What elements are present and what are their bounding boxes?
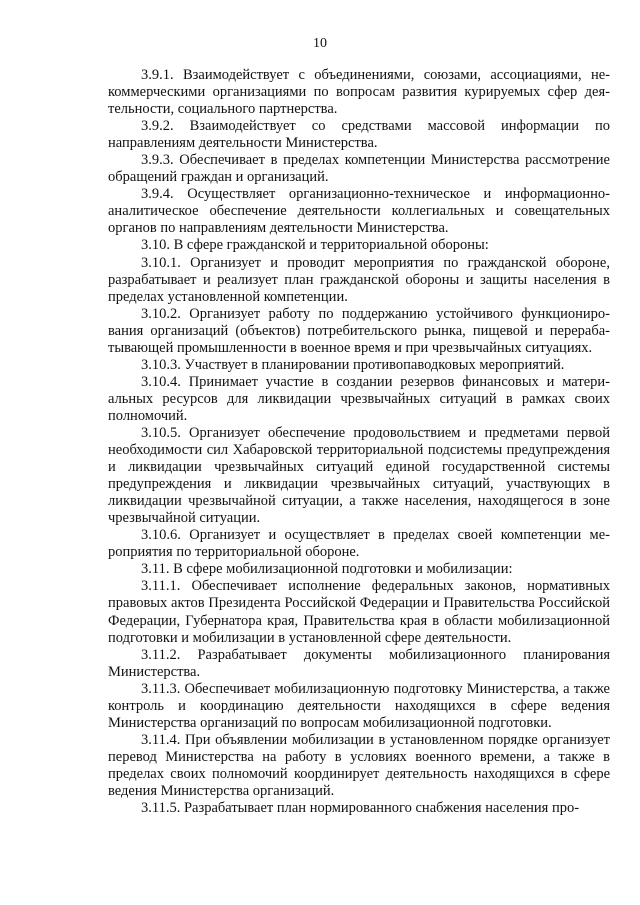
paragraph-3-10-2: 3.10.2. Организует работу по поддержанию устойчивого функционирования организаций (объектов) потребительского рынка, пищевой и перерабатывающей промышленности в военное время и при чрезвычайных ситуациях. xyxy=(108,305,610,356)
paragraph-3-11-2: 3.11.2. Разрабатывает документы мобилизационного планирования Министерства. xyxy=(108,646,610,680)
paragraph-3-10-3: 3.10.3. Участвует в планировании противопаводковых мероприятий. xyxy=(141,356,565,373)
paragraph-3-9-2: 3.9.2. Взаимодействует со средствами массовой информации по направлениям деятельности Министерства. xyxy=(108,118,610,152)
paragraph-3-9-1: 3.9.1. Взаимодействует с объединениями, союзами, ассоциациями, некоммерческими организациями по вопросам развития курируемых сфер деятельности, социального партнерства. xyxy=(108,67,610,118)
document-body xyxy=(108,67,610,817)
paragraph-3-10-4: 3.10.4. Принимает участие в создании резервов финансовых и материальных ресурсов для ликвидации чрезвычайных ситуаций в рамках своих полномочий. xyxy=(108,373,610,424)
paragraph-3-11-5: 3.11.5. Разрабатывает план нормированного снабжения населения про- xyxy=(141,800,580,817)
section-heading-3-11: 3.11. В сфере мобилизационной подготовки и мобилизации: xyxy=(141,561,513,578)
page-number: 10 xyxy=(313,36,327,51)
paragraph-3-9-4: 3.9.4. Осуществляет организационно-техническое и информационно-аналитическое обеспечение деятельности коллегиальных и совещательных органов по направлениям деятельности Министерства. xyxy=(108,186,610,237)
paragraph-3-10-5: 3.10.5. Организует обеспечение продовольствием и предметами первой необходимости сил Хабаровской территориальной подсистемы предупреждения и ликвидации чрезвычайных ситуаций единой государственной системы предупреждения и ликвидации чрезвычайных ситуаций, участвующих в ликвидации чрезвычайной ситуации, а также населения, находящегося в зоне чрезвычайной ситуации. xyxy=(108,424,610,527)
paragraph-3-9-3: 3.9.3. Обеспечивает в пределах компетенции Министерства рассмотрение обращений граждан и организаций. xyxy=(108,152,610,186)
paragraph-3-11-4: 3.11.4. При объявлении мобилизации в установленном порядке организует перевод Министерства на работу в условиях военного времени, а также в пределах своих полномочий координирует деятельность находящихся в сфере ведения Министерства организаций. xyxy=(108,731,610,799)
paragraph-3-11-1: 3.11.1. Обеспечивает исполнение федеральных законов, нормативных правовых актов Президента Российской Федерации и Правительства Российской Федерации, Губернатора края, Правительства края в области мобилизационной подготовки и мобилизации в установленной сфере деятельности. xyxy=(108,578,610,646)
section-heading-3-10: 3.10. В сфере гражданской и территориальной обороны: xyxy=(141,237,489,254)
paragraph-3-10-6: 3.10.6. Организует и осуществляет в пределах своей компетенции мероприятия по территориальной обороне. xyxy=(108,527,610,561)
paragraph-3-11-3: 3.11.3. Обеспечивает мобилизационную подготовку Министерства, а также контроль и координацию деятельности находящихся в сфере ведения Министерства организаций по вопросам мобилизационной подготовки. xyxy=(108,680,610,731)
paragraph-3-10-1: 3.10.1. Организует и проводит мероприятия по гражданской обороне, разрабатывает и реализует план гражданской обороны и защиты населения в пределах установленной компетенции. xyxy=(108,254,610,305)
